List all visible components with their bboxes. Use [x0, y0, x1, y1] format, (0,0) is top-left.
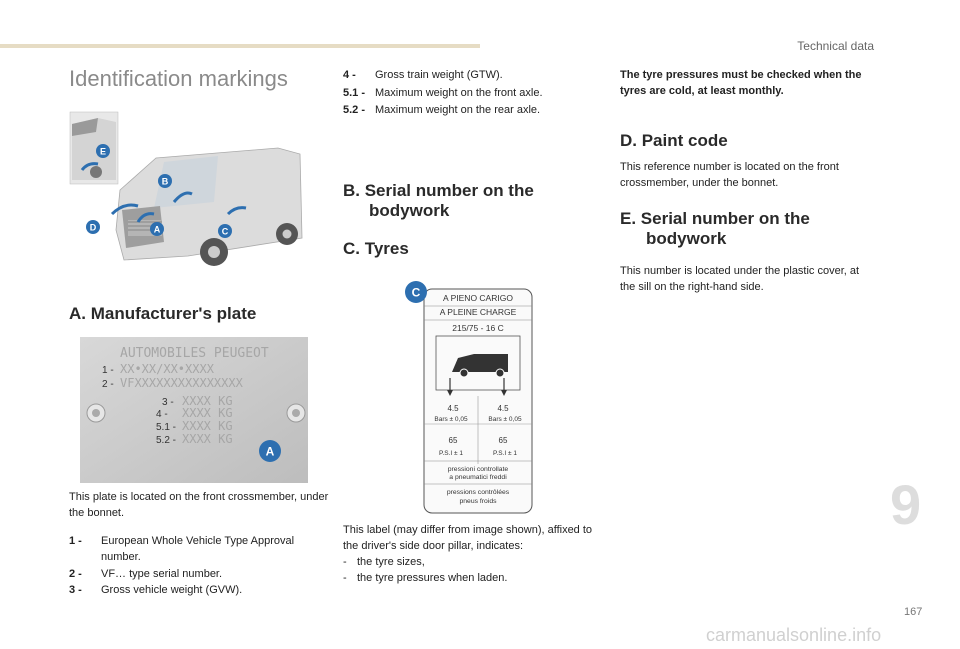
page-title: Identification markings [69, 66, 288, 91]
marker-a-icon [150, 222, 164, 241]
tyre-size: 215/75 - 16 C [452, 323, 504, 333]
marker-e-icon [96, 144, 110, 163]
svg-text:E: E [99, 146, 107, 157]
plate-row-2-value: VFXXXXXXXXXXXXXXX [120, 376, 243, 390]
svg-text:P.S.I ± 1: P.S.I ± 1 [438, 450, 464, 457]
plate-row-1-label: 1 - [102, 365, 114, 376]
header-accent-bar [0, 44, 480, 48]
paint-code-text: This reference number is located on the front crossmember, under the bonnet. [620, 161, 839, 189]
svg-text:4.5: 4.5 [497, 404, 509, 413]
plate-row-6-label: 5.2 - [156, 435, 177, 446]
tyre-marker-c-icon: C [411, 285, 421, 300]
section-b-heading: B. Serial number on the bodywork [343, 181, 534, 220]
svg-text:C: C [221, 226, 229, 237]
list-item: 5.2 - Maximum weight on the rear axle. [343, 104, 541, 116]
list-item: - the tyre sizes, [343, 554, 605, 570]
list-item: 2 - VF… type serial number. [69, 568, 223, 580]
section-e-heading: E. Serial number on the bodywork [620, 209, 810, 248]
tyre-pressure-warning: The tyre pressures must be checked when the tyres are cold, at least monthly. [620, 69, 862, 97]
list-item: 4 - Gross train weight (GTW). [343, 69, 503, 81]
svg-text:65: 65 [498, 436, 508, 445]
section-c-heading: C. Tyres [343, 239, 409, 258]
tyre-label-line1: A PIENO CARIGO [443, 293, 513, 303]
svg-text:A: A [153, 224, 161, 235]
marker-b-icon [158, 174, 172, 193]
plate-row-5-label: 5.1 - [156, 422, 177, 433]
list-item: - the tyre pressures when laden. [343, 570, 605, 586]
tyre-label-line2: A PLEINE CHARGE [439, 307, 517, 317]
van-illustration [68, 110, 308, 290]
svg-text:65: 65 [448, 436, 458, 445]
marker-d-icon [86, 220, 100, 239]
svg-text:Bars ± 0,05: Bars ± 0,05 [488, 416, 522, 423]
svg-text:D: D [89, 222, 97, 233]
plate-row-3-value: XXXX KG [182, 394, 233, 408]
tyre-pressure-label [404, 280, 534, 516]
marker-c-icon [218, 224, 232, 243]
plate-row-4-label: 4 - [156, 409, 168, 420]
svg-text:a pneumatici freddi: a pneumatici freddi [449, 474, 507, 481]
svg-text:pressioni controllate: pressioni controllate [447, 466, 509, 473]
serial-number-location-text: This number is located under the plastic cover, at the sill on the right-hand side. [620, 265, 860, 293]
svg-text:pneus froids: pneus froids [459, 498, 497, 505]
plate-location-text: This plate is located on the front crossmember, under the bonnet. [69, 491, 329, 519]
manufacturer-plate [80, 337, 310, 485]
list-item: 3 - Gross vehicle weight (GVW). [69, 584, 243, 596]
plate-row-6-value: XXXX KG [182, 432, 233, 446]
svg-text:B: B [161, 176, 169, 187]
page-number: 167 [904, 606, 923, 618]
plate-row-4-value: XXXX KG [182, 406, 233, 420]
svg-text:P.S.I ± 1: P.S.I ± 1 [492, 450, 518, 457]
plate-brand: AUTOMOBILES PEUGEOT [120, 346, 269, 361]
plate-row-1-value: XX•XX/XX•XXXX [120, 362, 214, 376]
plate-row-5-value: XXXX KG [182, 419, 233, 433]
svg-text:Bars ± 0,05: Bars ± 0,05 [434, 416, 468, 423]
watermark: carmanualsonline.info [706, 625, 882, 645]
section-a-heading: A. Manufacturer's plate [69, 304, 257, 323]
plate-marker-a-icon: A [265, 444, 275, 459]
section-header: Technical data [797, 39, 874, 53]
chapter-number: 9 [890, 473, 922, 536]
svg-text:pressions contrôlées: pressions contrôlées [446, 489, 510, 496]
list-item: 1 - European Whole Vehicle Type Approval number. [69, 535, 295, 563]
svg-text:4.5: 4.5 [447, 404, 459, 413]
list-item: 5.1 - Maximum weight on the front axle. [343, 87, 543, 99]
section-d-heading: D. Paint code [620, 131, 728, 150]
plate-row-3-label: 3 - [162, 397, 174, 408]
tyre-label-description: This label (may differ from image shown), affixed to the driver's side door pillar, indicates: - the tyre sizes, - the tyre pressures when laden. [343, 522, 605, 586]
plate-row-2-label: 2 - [102, 379, 114, 390]
